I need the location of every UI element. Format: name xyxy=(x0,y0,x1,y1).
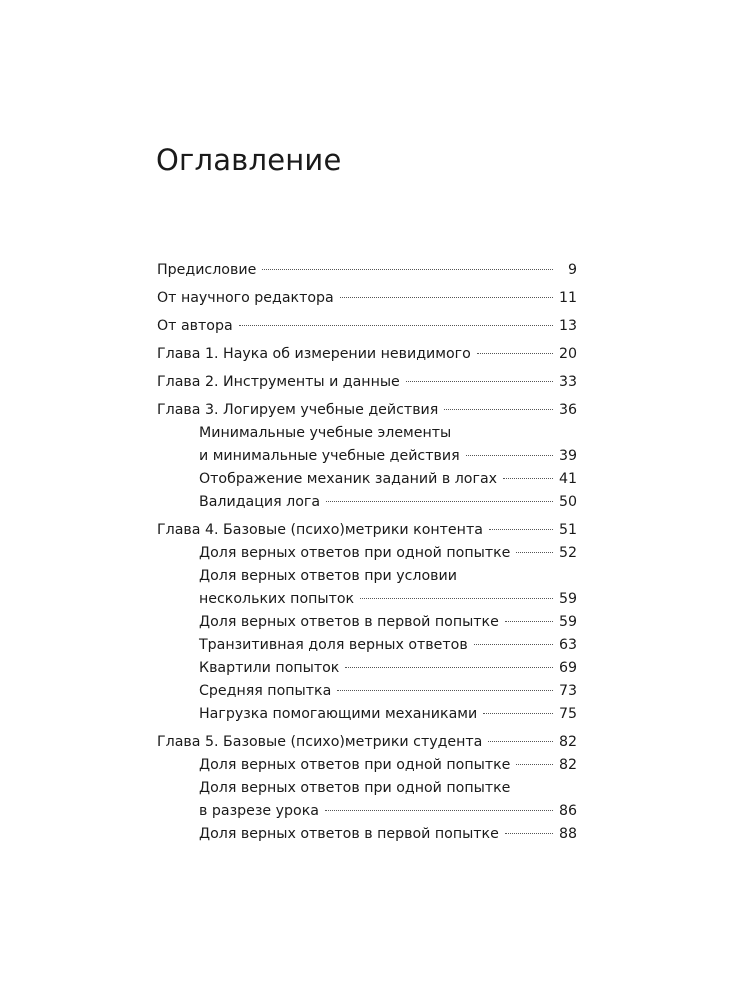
toc-entry-title: Глава 4. Базовые (психо)метрики контента xyxy=(157,522,483,538)
toc-entry xyxy=(157,399,577,422)
toc-entry-title: Доля верных ответов при одной попытке xyxy=(199,757,511,773)
page-title: Оглавление xyxy=(156,143,342,177)
page-number: 20 xyxy=(558,346,577,362)
toc-entry-title: Нагрузка помогающими механиками xyxy=(199,706,478,722)
page-number: 13 xyxy=(558,318,577,334)
dot-leader xyxy=(474,644,553,645)
page-number: 9 xyxy=(567,262,577,278)
page-number: 82 xyxy=(558,734,577,750)
page-number: 41 xyxy=(558,471,577,487)
dot-leader xyxy=(326,501,553,502)
page-number: 36 xyxy=(558,402,577,418)
toc-subentry xyxy=(157,657,577,680)
toc-entry-title-line: Минимальные учебные элементы xyxy=(199,425,452,441)
toc-subentry xyxy=(157,565,577,611)
toc-entry xyxy=(157,519,577,542)
toc-entry-title: в разрезе урока xyxy=(199,803,319,819)
page-number: 63 xyxy=(558,637,577,653)
toc-entry-title: нескольких попыток xyxy=(199,591,355,607)
dot-leader xyxy=(516,764,553,765)
dot-leader xyxy=(340,297,553,298)
page-number: 11 xyxy=(558,290,577,306)
dot-leader xyxy=(505,621,553,622)
dot-leader xyxy=(489,529,553,530)
page-number: 59 xyxy=(558,614,577,630)
toc-subentry xyxy=(157,823,577,846)
page-number: 52 xyxy=(558,545,577,561)
toc-entry-title: Средняя попытка xyxy=(199,683,332,699)
page-number: 82 xyxy=(558,757,577,773)
dot-leader xyxy=(505,833,553,834)
toc-subentry xyxy=(157,611,577,634)
dot-leader xyxy=(477,353,553,354)
dot-leader xyxy=(516,552,553,553)
page-number: 50 xyxy=(558,494,577,510)
dot-leader xyxy=(444,409,553,410)
dot-leader xyxy=(239,325,553,326)
page-number: 39 xyxy=(558,448,577,464)
toc-entry-title: Отображение механик заданий в логах xyxy=(199,471,498,487)
page-number: 73 xyxy=(558,683,577,699)
toc-subentry xyxy=(157,422,577,468)
toc-entry-title: Предисловие xyxy=(157,262,257,278)
dot-leader xyxy=(337,690,553,691)
page-number: 86 xyxy=(558,803,577,819)
toc-subentry xyxy=(157,491,577,514)
table-of-contents xyxy=(157,259,577,846)
page-number: 69 xyxy=(558,660,577,676)
toc-subentry xyxy=(157,680,577,703)
dot-leader xyxy=(345,667,553,668)
toc-entry-title: Валидация лога xyxy=(199,494,321,510)
toc-entry-title: Глава 2. Инструменты и данные xyxy=(157,374,400,390)
toc-entry-title: Глава 5. Базовые (психо)метрики студента xyxy=(157,734,483,750)
page-number: 51 xyxy=(558,522,577,538)
toc-subentry xyxy=(157,777,577,823)
toc-subentry xyxy=(157,542,577,565)
page-number: 59 xyxy=(558,591,577,607)
dot-leader xyxy=(325,810,553,811)
page-number: 75 xyxy=(558,706,577,722)
toc-entry xyxy=(157,343,577,366)
dot-leader xyxy=(483,713,553,714)
toc-entry-title-line: Доля верных ответов при одной попытке xyxy=(199,780,511,796)
toc-entry-title: Транзитивная доля верных ответов xyxy=(199,637,468,653)
dot-leader xyxy=(262,269,553,270)
toc-entry xyxy=(157,315,577,338)
toc-entry-title: От научного редактора xyxy=(157,290,334,306)
toc-entry-title: Доля верных ответов в первой попытке xyxy=(199,826,499,842)
toc-entry xyxy=(157,259,577,282)
dot-leader xyxy=(503,478,553,479)
toc-entry-title: Глава 3. Логируем учебные действия xyxy=(157,402,439,418)
toc-entry xyxy=(157,731,577,754)
toc-entry xyxy=(157,287,577,310)
toc-entry-title: Квартили попыток xyxy=(199,660,340,676)
dot-leader xyxy=(360,598,553,599)
toc-entry-title: От автора xyxy=(157,318,233,334)
dot-leader xyxy=(488,741,553,742)
toc-entry-title: Глава 1. Наука об измерении невидимого xyxy=(157,346,471,362)
toc-entry-title-line: Доля верных ответов при условии xyxy=(199,568,457,584)
toc-subentry xyxy=(157,754,577,777)
toc-entry-title: Доля верных ответов в первой попытке xyxy=(199,614,499,630)
toc-entry-title: Доля верных ответов при одной попытке xyxy=(199,545,511,561)
page-number: 88 xyxy=(558,826,577,842)
toc-subentry xyxy=(157,468,577,491)
dot-leader xyxy=(466,455,553,456)
toc-entry-title: и минимальные учебные действия xyxy=(199,448,460,464)
dot-leader xyxy=(406,381,553,382)
toc-subentry xyxy=(157,634,577,657)
toc-subentry xyxy=(157,703,577,726)
toc-entry xyxy=(157,371,577,394)
page-number: 33 xyxy=(558,374,577,390)
